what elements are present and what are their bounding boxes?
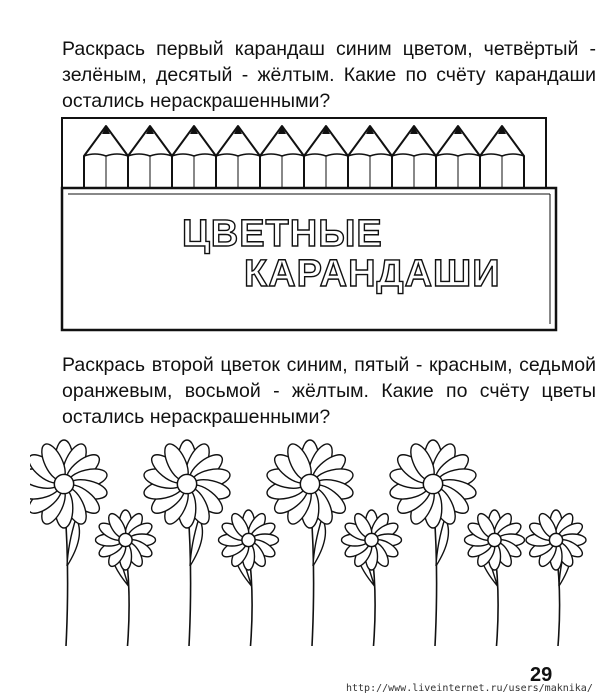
task-1-instruction: Раскрась первый карандаш синим цветом, четвёртый - зелёным, десятый - жёлтым. Какие по счёту карандаши остались нераскрашенными? (62, 38, 596, 112)
flower-6 (342, 510, 402, 646)
pencil-10 (480, 126, 524, 188)
flower-8 (465, 510, 525, 646)
flower-2 (96, 510, 156, 646)
flower-4 (219, 510, 279, 646)
pencil-7 (348, 126, 392, 188)
flower-5 (265, 440, 355, 646)
pencil-box-illustration (58, 114, 562, 336)
box-caption-line-1: ЦВЕТНЫЕ (182, 213, 383, 255)
pencil-5 (260, 126, 304, 188)
flower-9 (526, 510, 586, 646)
box-caption-line-2: КАРАНДАШИ (244, 253, 501, 295)
source-watermark: http://www.liveinternet.ru/users/maknika/ (346, 683, 593, 694)
page-number: 29 (530, 664, 553, 686)
pencil-3 (172, 126, 216, 188)
pencil-9 (436, 126, 480, 188)
pencil-1 (84, 126, 128, 188)
task-2-instruction: Раскрась второй цветок синим, пятый - красным, седьмой оранжевым, восьмой - жёлтым. Какие по счёту цветы остались нераскрашенными? (62, 354, 596, 428)
pencil-8 (392, 126, 436, 188)
pencil-2 (128, 126, 172, 188)
pencil-6 (304, 126, 348, 188)
flower-3 (142, 440, 232, 646)
pencils-group (84, 126, 524, 188)
flower-7 (388, 440, 478, 646)
pencil-4 (216, 126, 260, 188)
flowers-row-illustration (30, 436, 590, 656)
